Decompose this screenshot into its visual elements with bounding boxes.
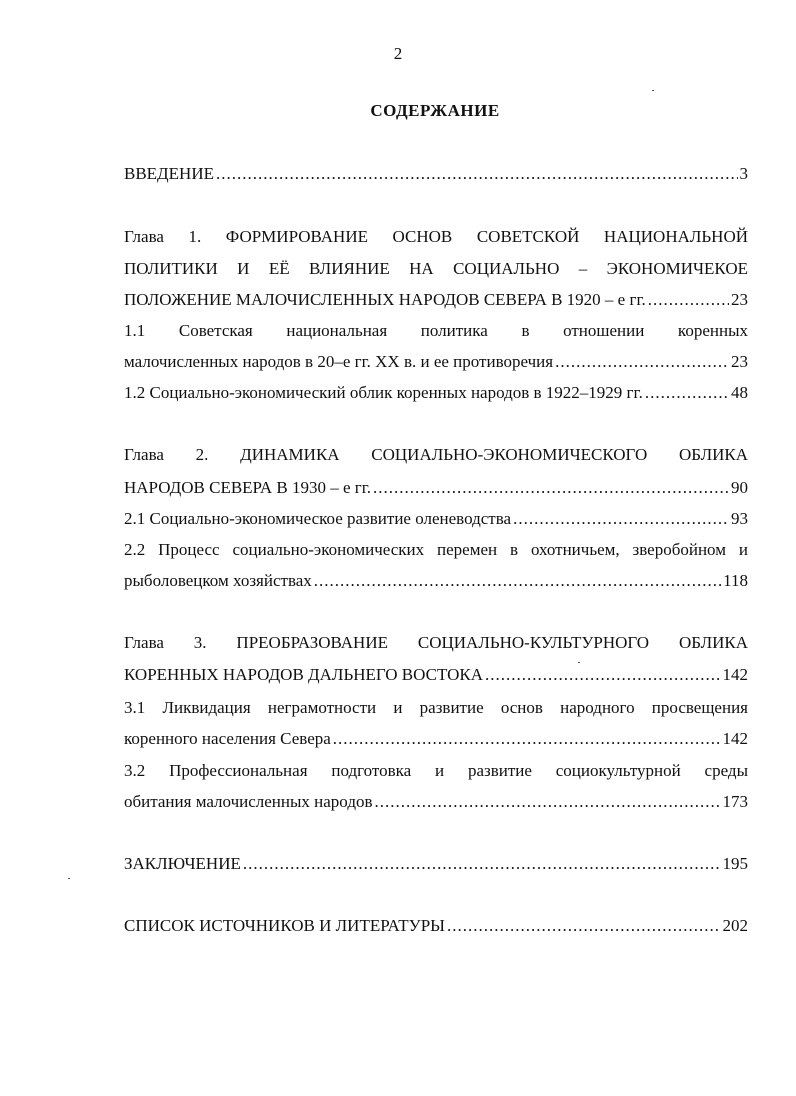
dot-leader	[555, 351, 729, 373]
toc-entry-label: ВВЕДЕНИЕ	[124, 164, 214, 183]
dot-leader	[645, 382, 729, 404]
toc-entry-label: СПИСОК ИСТОЧНИКОВ И ЛИТЕРАТУРЫ	[124, 916, 445, 935]
toc-page-number: 93	[731, 509, 748, 528]
dot-leader	[447, 915, 721, 937]
dot-leader	[333, 728, 721, 750]
toc-page-number: 142	[722, 729, 748, 748]
toc-entry-conclusion	[124, 853, 748, 875]
chapter-2-title-line-2	[124, 477, 748, 499]
chapter-2-title-line-1: Глава 2. ДИНАМИКА СОЦИАЛЬНО-ЭКОНОМИЧЕСКОГО ОБЛИКА	[124, 445, 748, 464]
toc-entry-label: малочисленных народов в 20–е гг. XX в. и ее противоречия	[124, 352, 554, 371]
toc-entry-introduction	[124, 163, 748, 185]
section-2-2-line-2	[124, 570, 748, 592]
toc-page-number: 195	[722, 854, 748, 873]
toc-title: СОДЕРЖАНИЕ	[370, 101, 500, 120]
toc-page-number: 202	[722, 916, 748, 935]
section-3-2-line-2	[124, 791, 748, 813]
dot-leader	[216, 163, 738, 185]
toc-entry-label: КОРЕННЫХ НАРОДОВ ДАЛЬНЕГО ВОСТОКА	[124, 665, 484, 684]
chapter-3-title-line-1: Глава 3. ПРЕОБРАЗОВАНИЕ СОЦИАЛЬНО-КУЛЬТУРНОГО ОБЛИКА	[124, 633, 748, 652]
scan-speck	[578, 662, 580, 663]
toc-entry-sources	[124, 915, 748, 937]
section-1-2	[124, 382, 748, 404]
chapter-1-title-line-1: Глава 1. ФОРМИРОВАНИЕ ОСНОВ СОВЕТСКОЙ НАЦИОНАЛЬНОЙ	[124, 227, 748, 246]
page-number: 2	[393, 44, 403, 63]
toc-entry-label: ПОЛОЖЕНИЕ МАЛОЧИСЛЕННЫХ НАРОДОВ СЕВЕРА В 1920 – е гг.	[124, 290, 646, 309]
dot-leader	[485, 664, 720, 686]
section-1-1-line-1: 1.1 Советская национальная политика в отношении коренных	[124, 321, 748, 340]
toc-page-number: 3	[739, 164, 748, 183]
toc-page-number: 118	[723, 571, 748, 590]
dot-leader	[243, 853, 721, 875]
section-2-1	[124, 508, 748, 530]
section-3-1-line-1: 3.1 Ликвидация неграмотности и развитие основ народного просвещения	[124, 698, 748, 717]
scan-speck	[68, 878, 70, 879]
dot-leader	[375, 791, 721, 813]
toc-page-number: 90	[731, 478, 748, 497]
toc-page-number: 173	[722, 792, 748, 811]
section-3-2-line-1: 3.2 Профессиональная подготовка и развитие социокультурной среды	[124, 761, 748, 780]
toc-entry-label: НАРОДОВ СЕВЕРА В 1930 – е гг.	[124, 478, 372, 497]
dot-leader	[373, 477, 729, 499]
section-3-1-line-2	[124, 728, 748, 750]
scan-speck	[652, 90, 654, 91]
toc-entry-label: рыболовецком хозяйствах	[124, 571, 312, 590]
toc-entry-label: 1.2 Социально-экономический облик коренных народов в 1922–1929 гг.	[124, 383, 643, 402]
section-1-1-line-2	[124, 351, 748, 373]
toc-entry-label: обитания малочисленных народов	[124, 792, 373, 811]
toc-entry-label: 2.1 Социально-экономическое развитие оленеводства	[124, 509, 512, 528]
toc-page-number: 142	[722, 665, 748, 684]
toc-entry-label: ЗАКЛЮЧЕНИЕ	[124, 854, 241, 873]
dot-leader	[648, 289, 729, 311]
toc-page-number: 48	[731, 383, 748, 402]
section-2-2-line-1: 2.2 Процесс социально-экономических перемен в охотничьем, зверобойном и	[124, 540, 748, 559]
chapter-1-title-line-2: ПОЛИТИКИ И ЕЁ ВЛИЯНИЕ НА СОЦИАЛЬНО – ЭКОНОМИЧЕКОЕ	[124, 259, 748, 278]
dot-leader	[314, 570, 721, 592]
chapter-3-title-line-2	[124, 664, 748, 686]
chapter-1-title-line-3	[124, 289, 748, 311]
toc-page-number: 23	[731, 352, 748, 371]
toc-entry-label: коренного населения Севера	[124, 729, 331, 748]
dot-leader	[513, 508, 729, 530]
toc-page-number: 23	[731, 290, 748, 309]
